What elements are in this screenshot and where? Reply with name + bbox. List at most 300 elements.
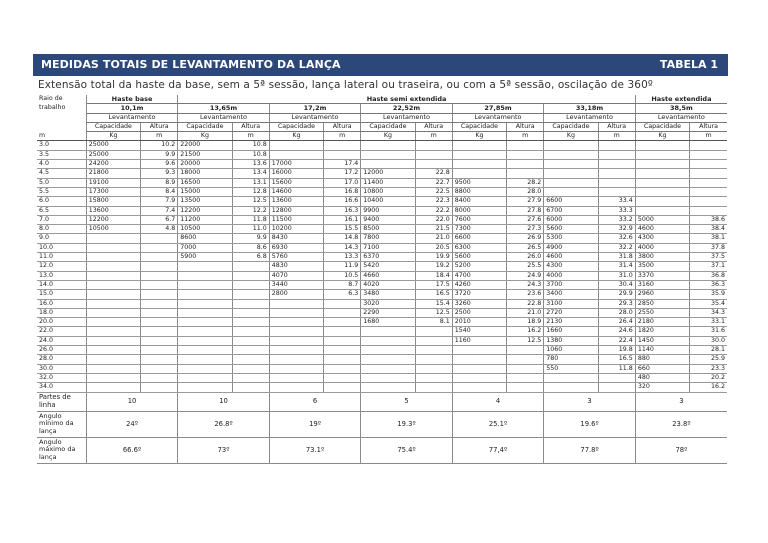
height-cell: 27.9	[507, 197, 544, 206]
altura-label: Altura	[598, 122, 635, 131]
height-cell: 21.0	[507, 308, 544, 317]
capacity-cell	[178, 346, 232, 355]
height-cell: 8.1	[415, 318, 452, 327]
capacity-cell: 7800	[361, 234, 415, 243]
capacity-cell: 3500	[635, 262, 689, 271]
capacity-cell	[361, 141, 415, 150]
height-cell: 8.4	[141, 187, 178, 196]
capacity-cell	[178, 355, 232, 364]
altura-label: Altura	[415, 122, 452, 131]
angulo-minimo-row-value: 19.3º	[361, 411, 453, 437]
capacity-cell: 780	[544, 355, 598, 364]
height-cell: 11.8	[232, 215, 269, 224]
capacity-cell	[544, 150, 598, 159]
capacity-cell	[86, 336, 140, 345]
height-cell	[141, 383, 178, 392]
capacity-cell	[361, 355, 415, 364]
unit-m-label: m	[598, 132, 635, 141]
capacity-cell: 4900	[544, 243, 598, 252]
capacity-cell: 4300	[544, 262, 598, 271]
height-cell: 24.9	[507, 271, 544, 280]
table-row	[37, 225, 727, 234]
capacity-cell	[544, 187, 598, 196]
capacity-cell	[452, 364, 506, 373]
capacity-cell	[86, 364, 140, 373]
height-cell: 30.0	[690, 336, 727, 345]
height-cell	[232, 299, 269, 308]
capacity-cell: 17000	[269, 160, 323, 169]
capacity-cell: 20000	[178, 160, 232, 169]
height-cell: 27.3	[507, 225, 544, 234]
capacity-cell: 4070	[269, 271, 323, 280]
radius-cell: 18.0	[37, 308, 86, 317]
angulo-maximo-row-value: 78º	[635, 437, 727, 463]
height-cell: 18.9	[507, 318, 544, 327]
capacity-cell: 2130	[544, 318, 598, 327]
capacity-cell: 3160	[635, 280, 689, 289]
capacity-cell: 3720	[452, 290, 506, 299]
unit-kg-label: Kg	[86, 132, 140, 141]
capacity-cell: 1540	[452, 327, 506, 336]
table-row	[37, 160, 727, 169]
group-haste-semi: Haste semi extendida	[178, 95, 636, 104]
capacity-cell: 7100	[361, 243, 415, 252]
radius-cell: 3.0	[37, 141, 86, 150]
capacity-cell: 1060	[544, 346, 598, 355]
capacity-cell: 10500	[178, 225, 232, 234]
height-cell	[232, 383, 269, 392]
capacity-cell: 7300	[452, 225, 506, 234]
height-cell	[232, 346, 269, 355]
capacity-cell: 25000	[86, 141, 140, 150]
height-cell	[324, 318, 361, 327]
capacity-cell	[86, 318, 140, 327]
table-row	[37, 262, 727, 271]
radius-cell: 20.0	[37, 318, 86, 327]
height-cell: 21.5	[415, 225, 452, 234]
altura-label: Altura	[690, 122, 727, 131]
height-cell	[232, 290, 269, 299]
capacity-cell	[178, 383, 232, 392]
angulo-minimo-row-value: 23.8º	[635, 411, 727, 437]
height-cell	[232, 271, 269, 280]
capacity-cell	[178, 299, 232, 308]
height-cell: 28.1	[690, 346, 727, 355]
angulo-maximo-row-value: 77,4º	[452, 437, 544, 463]
capacity-cell: 4000	[544, 271, 598, 280]
capacidade-label: Capacidade	[178, 122, 232, 131]
capacity-cell	[361, 373, 415, 382]
capacity-cell: 4600	[635, 225, 689, 234]
capacity-cell	[86, 373, 140, 382]
height-cell	[507, 150, 544, 159]
capacidade-label: Capacidade	[452, 122, 506, 131]
height-cell	[141, 243, 178, 252]
height-cell	[141, 373, 178, 382]
capacity-cell: 14600	[269, 187, 323, 196]
capacity-cell	[178, 290, 232, 299]
capacity-cell	[178, 318, 232, 327]
capacity-cell: 4260	[452, 280, 506, 289]
height-cell: 16.8	[324, 187, 361, 196]
capacity-cell	[544, 383, 598, 392]
radius-cell: 16.0	[37, 299, 86, 308]
capacidade-label: Capacidade	[86, 122, 140, 131]
height-cell: 31.8	[598, 253, 635, 262]
capacity-cell	[178, 280, 232, 289]
capacity-cell: 4700	[452, 271, 506, 280]
height-cell: 16.2	[507, 327, 544, 336]
capacity-cell: 4020	[361, 280, 415, 289]
height-cell: 27.8	[507, 206, 544, 215]
capacity-cell	[635, 141, 689, 150]
capacity-cell: 8500	[361, 225, 415, 234]
table-row	[37, 150, 727, 159]
height-cell	[690, 206, 727, 215]
header-row-lengths	[37, 104, 727, 113]
capacity-cell: 19100	[86, 178, 140, 187]
height-cell: 7.4	[141, 206, 178, 215]
height-cell: 33.1	[690, 318, 727, 327]
height-cell: 9.9	[232, 234, 269, 243]
capacity-cell: 2550	[635, 308, 689, 317]
angulo-minimo-row-value: 25.1º	[452, 411, 544, 437]
height-cell	[324, 141, 361, 150]
capacity-cell: 1680	[361, 318, 415, 327]
radius-cell: 14.0	[37, 280, 86, 289]
height-cell: 28.0	[598, 308, 635, 317]
capacity-cell: 1450	[635, 336, 689, 345]
height-cell	[598, 178, 635, 187]
capacity-cell: 10200	[269, 225, 323, 234]
height-cell: 6.7	[141, 215, 178, 224]
angulo-maximo-row	[37, 437, 727, 463]
capacity-cell: 21800	[86, 169, 140, 178]
height-cell: 34.3	[690, 308, 727, 317]
capacity-cell	[635, 178, 689, 187]
radius-cell: 13.0	[37, 271, 86, 280]
capacity-cell: 2720	[544, 308, 598, 317]
table-row	[37, 355, 727, 364]
height-cell	[141, 308, 178, 317]
height-cell	[232, 308, 269, 317]
height-cell: 16.5	[415, 290, 452, 299]
height-cell	[232, 262, 269, 271]
height-cell	[141, 364, 178, 373]
radius-cell: 5.0	[37, 178, 86, 187]
capacity-cell: 5300	[544, 234, 598, 243]
height-cell: 16.2	[690, 383, 727, 392]
height-cell: 22.3	[415, 197, 452, 206]
height-cell: 8.6	[232, 243, 269, 252]
capacity-cell: 3020	[361, 299, 415, 308]
angulo-maximo-row-value: 66.6º	[86, 437, 178, 463]
capacity-cell: 11500	[269, 215, 323, 224]
capacity-cell	[361, 364, 415, 373]
height-cell: 33.2	[598, 215, 635, 224]
levantamento-label: Levantamento	[544, 113, 636, 122]
height-cell	[507, 355, 544, 364]
capacity-cell	[635, 150, 689, 159]
partes-de-linha-row-label: Partes de linha	[37, 392, 86, 411]
radius-cell: 10.0	[37, 243, 86, 252]
height-cell: 10.8	[232, 141, 269, 150]
height-cell: 37.5	[690, 253, 727, 262]
height-cell: 29.3	[598, 299, 635, 308]
height-cell: 19.9	[415, 253, 452, 262]
height-cell: 8.7	[324, 280, 361, 289]
height-cell: 31.0	[598, 271, 635, 280]
angulo-minimo-row	[37, 411, 727, 437]
capacity-cell	[269, 327, 323, 336]
altura-label: Altura	[507, 122, 544, 131]
table-row	[37, 271, 727, 280]
capacity-cell	[86, 271, 140, 280]
height-cell: 26.5	[507, 243, 544, 252]
capacity-cell	[361, 327, 415, 336]
capacity-cell: 880	[635, 355, 689, 364]
capacity-cell: 6370	[361, 253, 415, 262]
capacity-cell: 4830	[269, 262, 323, 271]
table-row	[37, 327, 727, 336]
capacity-cell	[361, 383, 415, 392]
unit-m-label: m	[324, 132, 361, 141]
height-cell: 38.4	[690, 225, 727, 234]
unit-m-label: m	[232, 132, 269, 141]
height-cell	[415, 355, 452, 364]
height-cell: 31.6	[690, 327, 727, 336]
capacity-cell	[361, 346, 415, 355]
height-cell	[507, 169, 544, 178]
capacity-cell: 6000	[544, 215, 598, 224]
radius-cell: 15.0	[37, 290, 86, 299]
height-cell: 12.5	[415, 308, 452, 317]
height-cell: 23.3	[690, 364, 727, 373]
capacity-cell: 10500	[86, 225, 140, 234]
radius-cell: 6.5	[37, 206, 86, 215]
capacidade-label: Capacidade	[544, 122, 598, 131]
unit-m-label: m	[690, 132, 727, 141]
table-row	[37, 364, 727, 373]
header-row-levantamento	[37, 113, 727, 122]
radius-cell: 9.0	[37, 234, 86, 243]
height-cell	[598, 187, 635, 196]
height-cell: 11.9	[324, 262, 361, 271]
capacity-cell	[178, 364, 232, 373]
height-cell	[141, 271, 178, 280]
load-chart-table	[37, 95, 727, 464]
capacity-cell: 1140	[635, 346, 689, 355]
capacity-cell: 6300	[452, 243, 506, 252]
table-row	[37, 243, 727, 252]
height-cell	[507, 373, 544, 382]
empty-cell	[37, 113, 86, 122]
height-cell	[232, 318, 269, 327]
capacity-cell	[178, 327, 232, 336]
capacity-cell	[544, 141, 598, 150]
capacity-cell: 12200	[86, 215, 140, 224]
height-cell: 22.8	[507, 299, 544, 308]
levantamento-label: Levantamento	[452, 113, 544, 122]
height-cell	[232, 327, 269, 336]
height-cell: 10.5	[324, 271, 361, 280]
height-cell: 33.4	[598, 197, 635, 206]
height-cell: 16.6	[324, 197, 361, 206]
height-cell	[324, 308, 361, 317]
height-cell	[324, 346, 361, 355]
capacity-cell	[452, 346, 506, 355]
angulo-minimo-row-value: 24º	[86, 411, 178, 437]
capacity-cell	[544, 160, 598, 169]
table-row	[37, 187, 727, 196]
capacity-cell: 15000	[178, 187, 232, 196]
height-cell: 20.2	[690, 373, 727, 382]
capacity-cell	[86, 308, 140, 317]
capacity-cell: 8800	[452, 187, 506, 196]
height-cell: 9.3	[141, 169, 178, 178]
capacity-cell: 320	[635, 383, 689, 392]
height-cell	[141, 299, 178, 308]
height-cell: 37.8	[690, 243, 727, 252]
raio-label-1: Raio de	[37, 95, 86, 104]
capacity-cell	[361, 336, 415, 345]
capacity-cell: 13500	[178, 197, 232, 206]
capacity-cell: 3100	[544, 299, 598, 308]
height-cell	[324, 383, 361, 392]
capacity-cell: 550	[544, 364, 598, 373]
height-cell	[141, 290, 178, 299]
capacity-cell: 7000	[178, 243, 232, 252]
unit-kg-label: Kg	[178, 132, 232, 141]
capacity-cell: 18000	[178, 169, 232, 178]
altura-label: Altura	[324, 122, 361, 131]
capacity-cell: 22000	[178, 141, 232, 150]
capacity-cell: 8000	[452, 206, 506, 215]
height-cell: 19.8	[598, 346, 635, 355]
height-cell	[141, 253, 178, 262]
unit-m-label: m	[415, 132, 452, 141]
table-row	[37, 206, 727, 215]
height-cell	[690, 187, 727, 196]
capacity-cell: 5600	[544, 225, 598, 234]
height-cell: 36.3	[690, 280, 727, 289]
capacity-cell: 16500	[178, 178, 232, 187]
capacity-cell: 6600	[452, 234, 506, 243]
capacity-cell	[178, 336, 232, 345]
table-row	[37, 299, 727, 308]
unit-kg-label: Kg	[635, 132, 689, 141]
capacity-cell	[452, 141, 506, 150]
height-cell	[598, 150, 635, 159]
capacity-cell: 8600	[178, 234, 232, 243]
height-cell	[507, 141, 544, 150]
radius-cell: 5.5	[37, 187, 86, 196]
table-row	[37, 178, 727, 187]
height-cell	[598, 373, 635, 382]
height-cell	[232, 364, 269, 373]
radius-cell: 3.5	[37, 150, 86, 159]
radius-cell: 8.0	[37, 225, 86, 234]
table-row	[37, 197, 727, 206]
height-cell: 22.2	[415, 206, 452, 215]
capacity-cell: 3800	[635, 253, 689, 262]
radius-cell: 12.0	[37, 262, 86, 271]
height-cell: 10.8	[232, 150, 269, 159]
height-cell: 6.3	[324, 290, 361, 299]
angulo-maximo-row-value: 77.8º	[544, 437, 636, 463]
partes-de-linha-row-value: 10	[178, 392, 270, 411]
height-cell	[141, 327, 178, 336]
height-cell: 20.5	[415, 243, 452, 252]
height-cell: 12.2	[232, 206, 269, 215]
height-cell: 17.4	[324, 160, 361, 169]
height-cell	[141, 346, 178, 355]
capacity-cell: 25000	[86, 150, 140, 159]
group-haste-ext: Haste extendida	[635, 95, 727, 104]
length-label: 17,2m	[269, 104, 361, 113]
capacidade-label: Capacidade	[635, 122, 689, 131]
height-cell: 35.9	[690, 290, 727, 299]
partes-de-linha-row	[37, 392, 727, 411]
capacity-cell	[452, 160, 506, 169]
capacity-cell	[86, 327, 140, 336]
header-row-groups	[37, 95, 727, 104]
angulo-maximo-row-value: 73º	[178, 437, 270, 463]
height-cell: 16.3	[324, 206, 361, 215]
height-cell: 16.1	[324, 215, 361, 224]
table-row	[37, 373, 727, 382]
height-cell: 22.8	[415, 169, 452, 178]
capacity-cell	[544, 373, 598, 382]
capacity-cell: 5600	[452, 253, 506, 262]
capacity-cell: 17300	[86, 187, 140, 196]
table-row	[37, 383, 727, 392]
unit-kg-label: Kg	[452, 132, 506, 141]
partes-de-linha-row-value: 5	[361, 392, 453, 411]
capacity-cell: 8430	[269, 234, 323, 243]
height-cell: 22.5	[415, 187, 452, 196]
capacity-cell	[452, 150, 506, 159]
height-cell: 31.4	[598, 262, 635, 271]
capacity-cell	[361, 150, 415, 159]
capacity-cell	[544, 169, 598, 178]
height-cell	[598, 383, 635, 392]
height-cell	[232, 336, 269, 345]
capacity-cell: 660	[635, 364, 689, 373]
height-cell	[324, 355, 361, 364]
capacity-cell: 15600	[269, 178, 323, 187]
capacity-cell	[269, 373, 323, 382]
height-cell: 11.8	[598, 364, 635, 373]
height-cell: 18.4	[415, 271, 452, 280]
table-row	[37, 280, 727, 289]
capacity-cell	[635, 206, 689, 215]
radius-cell: 26.0	[37, 346, 86, 355]
height-cell	[324, 299, 361, 308]
capacity-cell: 2180	[635, 318, 689, 327]
table-row	[37, 234, 727, 243]
capacity-cell: 7600	[452, 215, 506, 224]
capacity-cell: 11400	[361, 178, 415, 187]
height-cell: 25.9	[690, 355, 727, 364]
capacity-cell: 2800	[269, 290, 323, 299]
capacidade-label: Capacidade	[269, 122, 323, 131]
capacity-cell	[452, 383, 506, 392]
capacity-cell	[178, 373, 232, 382]
capacity-cell: 9900	[361, 206, 415, 215]
capacity-cell	[269, 308, 323, 317]
height-cell: 15.5	[324, 225, 361, 234]
